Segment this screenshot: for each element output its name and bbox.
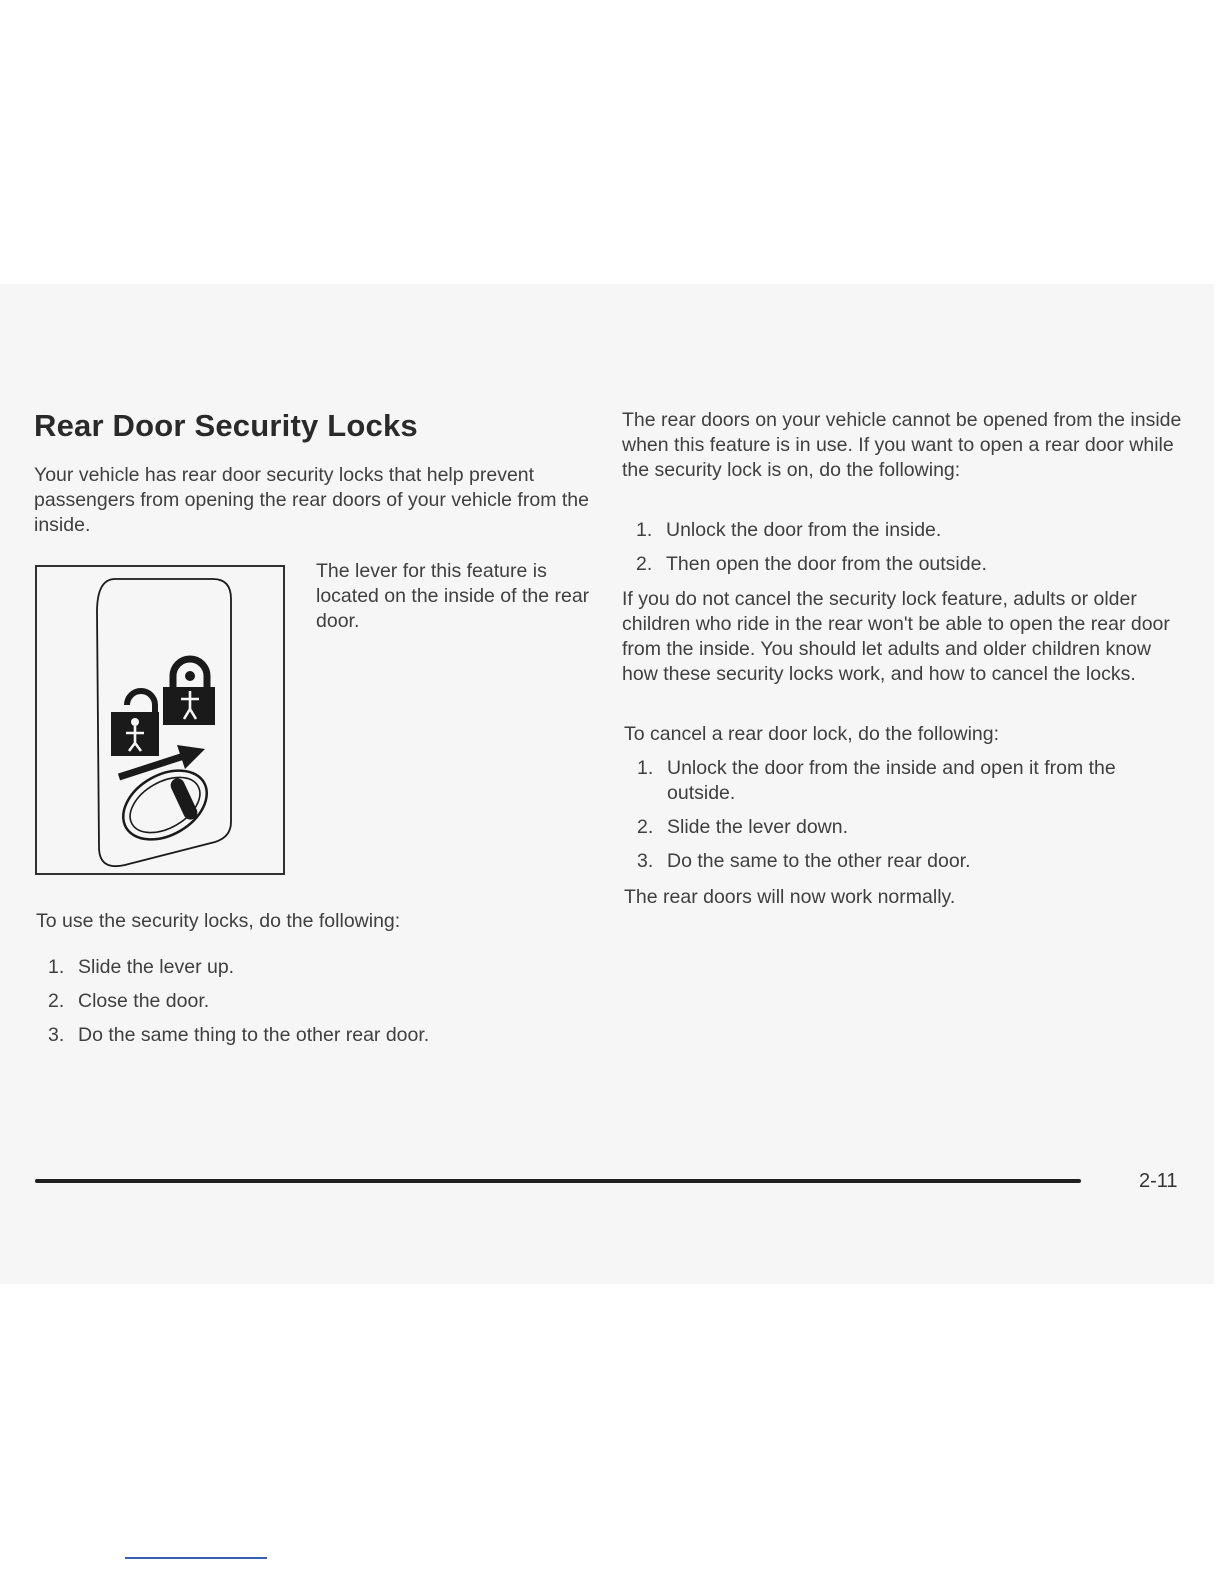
warning-paragraph: If you do not cancel the security lock feature, adults or older children who ride in the rear won't be able to open the rear door from the inside. You should let adults and older children know how these security locks work, and how to cancel the locks. [622, 588, 1170, 685]
lever-caption: The lever for this feature is located on the inside of the rear door. [316, 560, 590, 632]
page-title: Rear Door Security Locks [34, 408, 418, 443]
list-item [48, 955, 588, 980]
cancel-intro: To cancel a rear door lock, do the following: [624, 723, 1000, 745]
footer-rule [35, 1179, 1081, 1183]
list-item [637, 756, 1197, 806]
list-text: Then open the door from the outside. [666, 553, 987, 575]
list-number: 1. [637, 757, 654, 779]
list-item [48, 989, 588, 1014]
list-text: Do the same to the other rear door. [667, 850, 971, 872]
list-number: 1. [48, 956, 65, 978]
list-text: Unlock the door from the inside and open it from the outside. [667, 757, 1116, 804]
list-item [48, 1023, 588, 1048]
locked-padlock-icon [163, 659, 215, 725]
list-text: Close the door. [78, 990, 210, 1012]
list-item [636, 552, 1196, 577]
list-number: 1. [636, 519, 653, 541]
list-number: 2. [636, 553, 653, 575]
list-number: 3. [48, 1024, 65, 1046]
list-text: Slide the lever up. [78, 956, 235, 978]
footnote-divider [125, 1557, 267, 1559]
page-number: 2-11 [1139, 1170, 1178, 1192]
intro-paragraph: Your vehicle has rear door security locks that help prevent passengers from opening the rear doors of your vehicle from the inside. [34, 464, 589, 536]
list-item [637, 849, 1197, 874]
right-intro: The rear doors on your vehicle cannot be opened from the inside when this feature is in use. If you want to open a rear door while the security lock is on, do the following: [622, 409, 1182, 481]
list-text: Slide the lever down. [667, 816, 849, 838]
lock-lever-illustration [35, 565, 285, 875]
unlocked-padlock-icon [111, 691, 159, 756]
list-item [636, 518, 1196, 543]
list-text: Unlock the door from the inside. [666, 519, 942, 541]
list-number: 2. [48, 990, 65, 1012]
list-number: 2. [637, 816, 654, 838]
list-text: Do the same thing to the other rear door. [78, 1024, 430, 1046]
closing-paragraph: The rear doors will now work normally. [624, 886, 956, 908]
use-intro: To use the security locks, do the following: [36, 910, 401, 932]
child-security-lock-lever-icon [37, 567, 287, 877]
list-item [637, 815, 1197, 840]
list-number: 3. [637, 850, 654, 872]
